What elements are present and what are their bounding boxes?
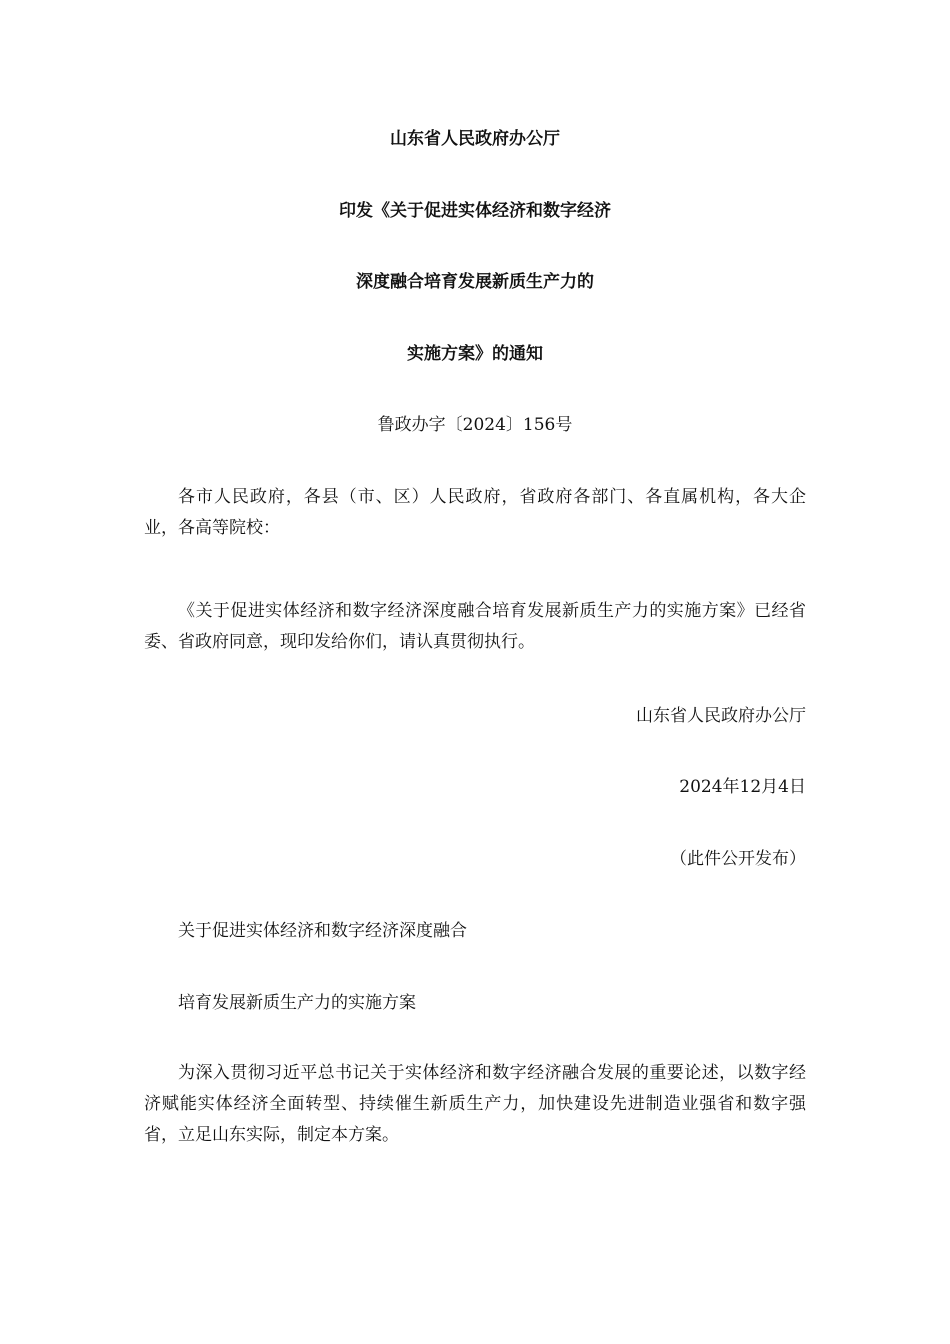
recipients-paragraph: 各市人民政府，各县（市、区）人民政府，省政府各部门、各直属机构，各大企业，各高等院校：	[144, 487, 806, 538]
plan-title-line-1: 关于促进实体经济和数字经济深度融合	[178, 921, 467, 941]
issuer-signature: 山东省人民政府办公厅	[636, 706, 806, 726]
document-number: 鲁政办字〔2024〕156号	[377, 415, 573, 435]
title-line-3: 深度融合培育发展新质生产力的	[356, 272, 594, 292]
issue-date: 2024年12月4日	[679, 777, 806, 797]
title-line-1: 山东省人民政府办公厅	[390, 129, 560, 149]
plan-title-line-2: 培育发展新质生产力的实施方案	[178, 993, 416, 1013]
publication-note: （此件公开发布）	[670, 849, 806, 869]
notice-paragraph: 《关于促进实体经济和数字经济深度融合培育发展新质生产力的实施方案》已经省委、省政府同意，现印发给你们，请认真贯彻执行。	[144, 601, 806, 652]
title-line-4: 实施方案》的通知	[407, 344, 543, 364]
intro-paragraph: 为深入贯彻习近平总书记关于实体经济和数字经济融合发展的重要论述，以数字经济赋能实体经济全面转型、持续催生新质生产力，加快建设先进制造业强省和数字强省，立足山东实际，制定本方案。	[144, 1063, 806, 1145]
document-page	[144, 0, 806, 1344]
title-line-2: 印发《关于促进实体经济和数字经济	[339, 201, 611, 221]
